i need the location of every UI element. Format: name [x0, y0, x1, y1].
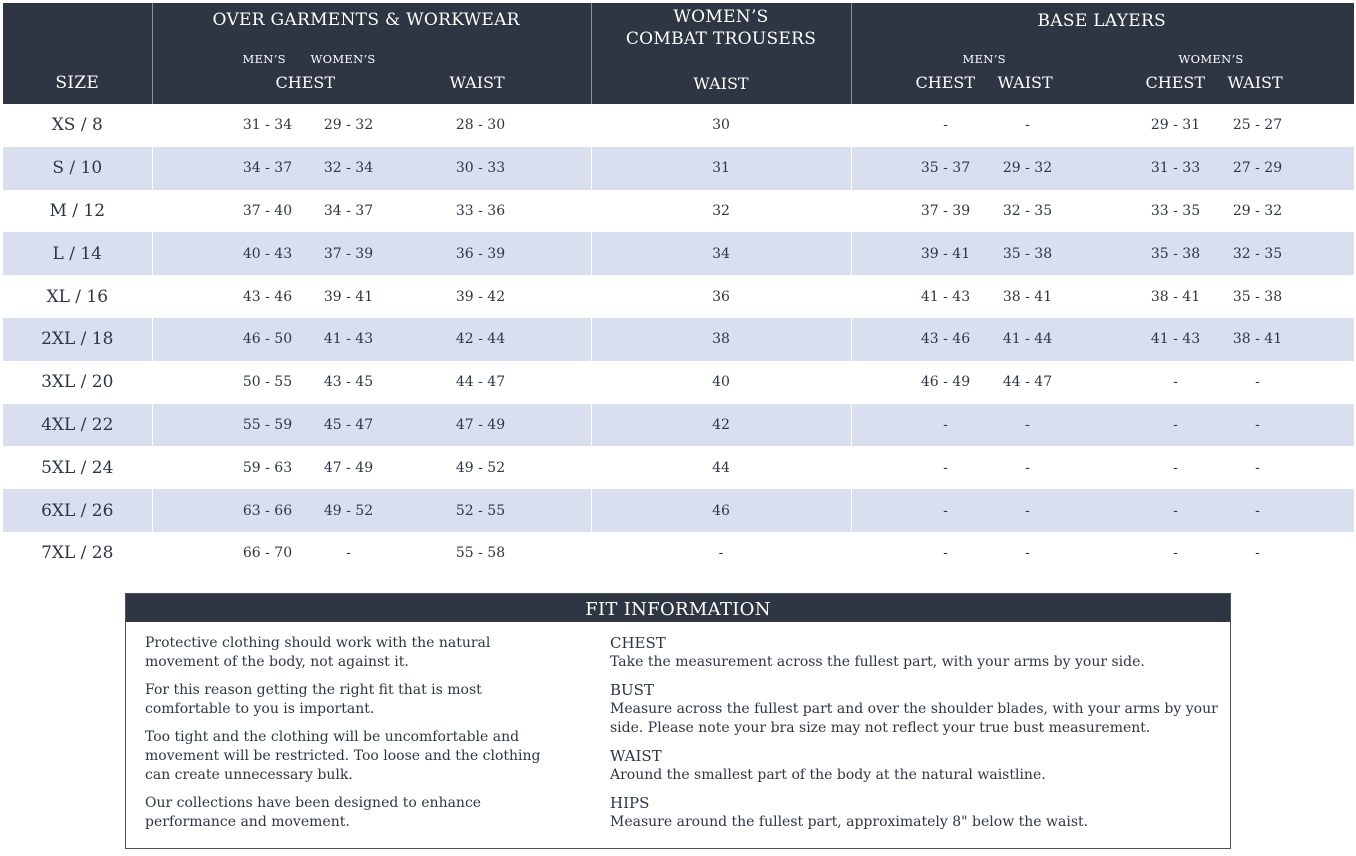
measure-term-waist: WAIST — [610, 747, 662, 765]
base-layers-header — [851, 3, 1354, 104]
base-layers-title: BASE LAYERS — [1037, 11, 1166, 31]
og-mens-chest-value: 40 - 43 — [242, 245, 293, 262]
table-row — [3, 104, 1354, 147]
size-chart-table — [3, 3, 1354, 575]
combat-trousers-header — [591, 3, 851, 104]
size-header — [3, 3, 152, 104]
base-layers-cell — [851, 489, 1354, 532]
measure-def-bust: Measure across the fullest part and over the shoulder blades, with your arms by your side. Please note your bra size may not reflect your true bust measurement. — [610, 701, 1218, 736]
og-womens-chest-value: 43 - 45 — [323, 374, 374, 391]
bl-mens-chest-value: - — [943, 545, 948, 562]
bl-womens-chest-value: 41 - 43 — [1150, 331, 1201, 348]
measure-def-chest: Take the measurement across the fullest part, with your arms by your side. — [610, 654, 1145, 670]
combat-waist-label: WAIST — [693, 74, 749, 93]
over-garments-cell — [152, 489, 591, 532]
fit-intro-text — [145, 634, 565, 841]
over-womens-label: WOMEN’S — [310, 52, 376, 66]
over-garments-cell — [152, 404, 591, 447]
size-rows — [3, 104, 1354, 575]
og-womens-chest-value: 47 - 49 — [323, 459, 374, 476]
og-mens-chest-value: 31 - 34 — [242, 117, 293, 134]
bl-mens-chest-value: 35 - 37 — [920, 160, 971, 177]
bl-mens-waist-value: - — [1025, 416, 1030, 433]
og-waist-value: 44 - 47 — [455, 374, 506, 391]
bl-womens-waist-value: - — [1255, 416, 1260, 433]
over-garments-cell — [152, 232, 591, 275]
bl-mens-chest-value: - — [943, 459, 948, 476]
size-cell: M / 12 — [49, 200, 106, 221]
bl-womens-waist-value: 38 - 41 — [1232, 331, 1283, 348]
size-cell: XL / 16 — [46, 286, 109, 307]
fit-paragraph: Protective clothing should work with the natural movement of the body, not against it. — [145, 635, 491, 670]
og-womens-chest-value: 45 - 47 — [323, 416, 374, 433]
og-waist-value: 52 - 55 — [455, 502, 506, 519]
fit-paragraph: Our collections have been designed to enhance performance and movement. — [145, 795, 482, 830]
table-row — [3, 147, 1354, 190]
og-womens-chest-value: 32 - 34 — [323, 160, 374, 177]
og-waist-value: 30 - 33 — [455, 160, 506, 177]
size-cell: 7XL / 28 — [41, 543, 114, 564]
base-layers-cell — [851, 147, 1354, 190]
combat-title-line2: COMBAT TROUSERS — [625, 29, 817, 49]
bl-womens-chest-value: - — [1173, 545, 1178, 562]
bl-mens-waist-value: 29 - 32 — [1002, 160, 1053, 177]
table-row — [3, 318, 1354, 361]
bl-womens-chest-value: - — [1173, 459, 1178, 476]
bl-mens-chest-value: - — [943, 117, 948, 134]
base-layers-cell — [851, 318, 1354, 361]
size-cell: L / 14 — [3, 232, 152, 275]
bl-womens-waist-value: - — [1255, 374, 1260, 391]
og-waist-value: 42 - 44 — [455, 331, 506, 348]
over-garments-cell — [152, 446, 591, 489]
bl-mens-chest-value: 43 - 46 — [920, 331, 971, 348]
bl-mens-waist-value: 32 - 35 — [1002, 202, 1053, 219]
bl-womens-waist-value: 27 - 29 — [1232, 160, 1283, 177]
base-womens-label: WOMEN’S — [1178, 52, 1244, 66]
bl-womens-chest-value: - — [1173, 374, 1178, 391]
bl-mens-waist-value: 38 - 41 — [1002, 288, 1053, 305]
bl-womens-waist-value: 25 - 27 — [1232, 117, 1283, 134]
bl-womens-chest-value: - — [1173, 416, 1178, 433]
combat-waist-value: 44 — [591, 446, 851, 489]
bl-mens-waist-value: - — [1025, 545, 1030, 562]
size-cell: XS / 8 — [51, 115, 103, 136]
combat-waist-value: 32 — [591, 190, 851, 233]
base-layers-cell — [851, 232, 1354, 275]
og-mens-chest-value: 55 - 59 — [242, 416, 293, 433]
bl-mens-waist-value: - — [1025, 117, 1030, 134]
size-cell: 3XL / 20 — [41, 372, 114, 393]
bl-womens-waist-value: 35 - 38 — [1232, 288, 1283, 305]
og-waist-value: 49 - 52 — [455, 459, 506, 476]
over-garments-cell — [152, 104, 591, 147]
og-womens-chest-value: 39 - 41 — [323, 288, 374, 305]
over-garments-cell — [152, 318, 591, 361]
combat-waist-value: 36 — [591, 275, 851, 318]
combat-waist-value: 40 — [591, 361, 851, 404]
og-womens-chest-value: - — [346, 545, 351, 562]
bl-mens-chest-value: - — [943, 416, 948, 433]
bl-womens-chest-value: 33 - 35 — [1150, 202, 1201, 219]
og-womens-chest-value: 37 - 39 — [323, 245, 374, 262]
fit-information-panel — [125, 593, 1231, 849]
base-womens-chest-label: CHEST — [1145, 73, 1206, 92]
og-mens-chest-value: 59 - 63 — [242, 459, 293, 476]
bl-mens-waist-value: - — [1025, 459, 1030, 476]
combat-waist-value: 34 — [591, 232, 851, 275]
og-waist-value: 36 - 39 — [455, 245, 506, 262]
bl-womens-chest-value: - — [1173, 502, 1178, 519]
bl-womens-chest-value: 38 - 41 — [1150, 288, 1201, 305]
measure-term-chest: CHEST — [610, 634, 666, 652]
bl-mens-chest-value: 46 - 49 — [920, 374, 971, 391]
bl-mens-chest-value: 37 - 39 — [920, 202, 971, 219]
over-garments-cell — [152, 532, 591, 575]
table-row — [3, 361, 1354, 404]
over-garments-header — [152, 3, 591, 104]
og-mens-chest-value: 50 - 55 — [242, 374, 293, 391]
base-layers-cell — [851, 446, 1354, 489]
og-womens-chest-value: 41 - 43 — [323, 331, 374, 348]
table-row — [3, 404, 1354, 447]
fit-information-title: FIT INFORMATION — [126, 594, 1230, 622]
base-layers-cell — [851, 104, 1354, 147]
size-cell: 2XL / 18 — [3, 318, 152, 361]
size-cell: 5XL / 24 — [41, 457, 114, 478]
size-column-heading: SIZE — [55, 73, 100, 93]
bl-mens-waist-value: 35 - 38 — [1002, 245, 1053, 262]
og-mens-chest-value: 34 - 37 — [242, 160, 293, 177]
over-garments-cell — [152, 147, 591, 190]
og-mens-chest-value: 66 - 70 — [242, 545, 293, 562]
og-mens-chest-value: 46 - 50 — [242, 331, 293, 348]
base-layers-cell — [851, 532, 1354, 575]
og-womens-chest-value: 49 - 52 — [323, 502, 374, 519]
bl-womens-waist-value: - — [1255, 545, 1260, 562]
combat-waist-value: 42 — [591, 404, 851, 447]
fit-paragraph: Too tight and the clothing will be uncomfortable and movement will be restricted. Too loose and the clothing can create unnecessary bulk. — [145, 729, 541, 783]
base-mens-waist-label: WAIST — [997, 73, 1053, 92]
fit-paragraph: For this reason getting the right fit that is most comfortable to you is important. — [145, 682, 482, 717]
base-womens-waist-label: WAIST — [1227, 73, 1283, 92]
measure-term-hips: HIPS — [610, 794, 650, 812]
combat-title-line1: WOMEN’S — [673, 7, 769, 27]
combat-waist-value: 31 — [591, 147, 851, 190]
table-row — [3, 190, 1354, 233]
og-mens-chest-value: 37 - 40 — [242, 202, 293, 219]
combat-waist-value: - — [591, 532, 851, 575]
bl-womens-waist-value: - — [1255, 459, 1260, 476]
og-womens-chest-value: 29 - 32 — [323, 117, 374, 134]
over-garments-cell — [152, 190, 591, 233]
measurement-guide — [610, 634, 1220, 841]
measure-term-bust: BUST — [610, 681, 654, 699]
table-row — [3, 232, 1354, 275]
over-chest-label: CHEST — [275, 73, 336, 92]
table-row — [3, 489, 1354, 532]
base-mens-chest-label: CHEST — [915, 73, 976, 92]
og-mens-chest-value: 63 - 66 — [242, 502, 293, 519]
over-waist-label: WAIST — [449, 73, 505, 92]
measure-def-waist: Around the smallest part of the body at the natural waistline. — [610, 767, 1046, 783]
size-cell: 4XL / 22 — [3, 404, 152, 447]
bl-mens-chest-value: - — [943, 502, 948, 519]
og-mens-chest-value: 43 - 46 — [242, 288, 293, 305]
base-layers-cell — [851, 404, 1354, 447]
base-layers-cell — [851, 275, 1354, 318]
og-waist-value: 28 - 30 — [455, 117, 506, 134]
og-waist-value: 55 - 58 — [455, 545, 506, 562]
measure-def-hips: Measure around the fullest part, approximately 8" below the waist. — [610, 814, 1089, 830]
bl-womens-waist-value: - — [1255, 502, 1260, 519]
table-row — [3, 275, 1354, 318]
over-garments-cell — [152, 361, 591, 404]
bl-womens-chest-value: 29 - 31 — [1150, 117, 1201, 134]
og-womens-chest-value: 34 - 37 — [323, 202, 374, 219]
header-row — [3, 3, 1354, 104]
bl-womens-waist-value: 29 - 32 — [1232, 202, 1283, 219]
bl-mens-waist-value: - — [1025, 502, 1030, 519]
over-garments-title: OVER GARMENTS & WORKWEAR — [212, 10, 520, 30]
og-waist-value: 39 - 42 — [455, 288, 506, 305]
bl-mens-waist-value: 41 - 44 — [1002, 331, 1053, 348]
over-mens-label: MEN’S — [242, 52, 286, 66]
table-row — [3, 446, 1354, 489]
bl-womens-chest-value: 31 - 33 — [1150, 160, 1201, 177]
og-waist-value: 47 - 49 — [455, 416, 506, 433]
over-garments-cell — [152, 275, 591, 318]
bl-womens-waist-value: 32 - 35 — [1232, 245, 1283, 262]
base-layers-cell — [851, 190, 1354, 233]
base-layers-cell — [851, 361, 1354, 404]
combat-waist-value: 30 — [591, 104, 851, 147]
combat-waist-value: 38 — [591, 318, 851, 361]
bl-mens-chest-value: 41 - 43 — [920, 288, 971, 305]
og-waist-value: 33 - 36 — [455, 202, 506, 219]
size-cell: S / 10 — [3, 147, 152, 190]
combat-waist-value: 46 — [591, 489, 851, 532]
bl-womens-chest-value: 35 - 38 — [1150, 245, 1201, 262]
table-row — [3, 532, 1354, 575]
size-cell: 6XL / 26 — [3, 489, 152, 532]
bl-mens-waist-value: 44 - 47 — [1002, 374, 1053, 391]
base-mens-label: MEN’S — [962, 52, 1006, 66]
bl-mens-chest-value: 39 - 41 — [920, 245, 971, 262]
